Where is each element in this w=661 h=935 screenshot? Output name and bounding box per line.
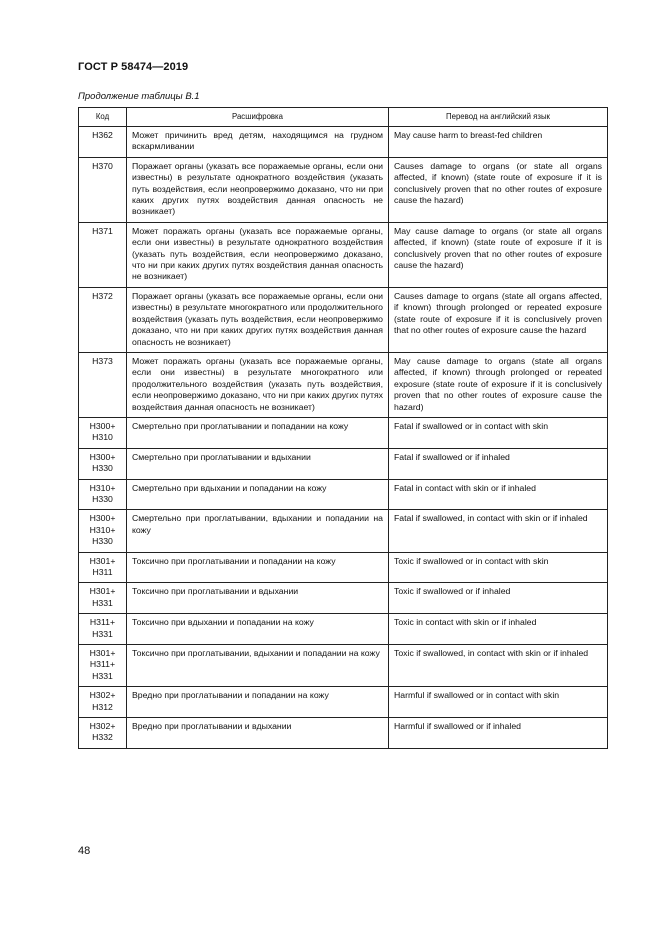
hazard-code-cell bbox=[79, 222, 127, 287]
hazard-code: H373 bbox=[92, 355, 113, 366]
hazard-code: H302+ bbox=[89, 690, 116, 701]
hazard-code-cell bbox=[79, 718, 127, 749]
english-translation: May cause harm to breast-fed children bbox=[389, 127, 608, 158]
table-caption: Продолжение таблицы В.1 bbox=[78, 91, 200, 102]
table-row bbox=[79, 287, 608, 352]
hazard-code: H311+ bbox=[89, 659, 116, 670]
table-header-row bbox=[79, 108, 608, 127]
hazard-code: H310+ bbox=[89, 524, 116, 535]
hazard-code: H311 bbox=[92, 567, 113, 577]
hazard-code-cell bbox=[79, 687, 127, 718]
russian-description: Вредно при проглатывании и попадании на кожу bbox=[127, 687, 389, 718]
hazard-code: H332 bbox=[92, 732, 113, 743]
russian-description: Смертельно при проглатывании и попадании на кожу bbox=[127, 417, 389, 448]
table-row bbox=[79, 583, 608, 614]
column-header-english: Перевод на английский язык bbox=[389, 108, 608, 127]
table-body bbox=[79, 127, 608, 749]
hazard-code-cell bbox=[79, 479, 127, 510]
table-row bbox=[79, 417, 608, 448]
english-translation: Harmful if swallowed or in contact with skin bbox=[389, 687, 608, 718]
table-row bbox=[79, 645, 608, 687]
hazard-code: H330 bbox=[92, 463, 113, 474]
page-number: 48 bbox=[78, 845, 91, 857]
hazard-code: H331 bbox=[92, 628, 113, 639]
hazard-code: H330 bbox=[92, 493, 113, 504]
document-header: ГОСТ Р 58474—2019 bbox=[78, 61, 189, 73]
hazard-code: H362 bbox=[92, 130, 113, 140]
table-row bbox=[79, 614, 608, 645]
english-translation: Causes damage to organs (or state all organs affected, if known) (state route of exposure if it is conclusively proven that no other routes of exposure cause the hazard) bbox=[389, 157, 608, 222]
table-row bbox=[79, 157, 608, 222]
hazard-code-cell bbox=[79, 552, 127, 583]
english-translation: Fatal if swallowed or in contact with skin bbox=[389, 417, 608, 448]
table-row bbox=[79, 510, 608, 552]
russian-description: Смертельно при вдыхании и попадании на кожу bbox=[127, 479, 389, 510]
hazard-code: H300+ bbox=[89, 451, 116, 462]
russian-description: Токсично при вдыхании и попадании на кожу bbox=[127, 614, 389, 645]
column-header-russian: Расшифровка bbox=[127, 108, 389, 127]
hazard-code: H370 bbox=[92, 160, 113, 171]
english-translation: Fatal if swallowed, in contact with skin or if inhaled bbox=[389, 510, 608, 552]
hazard-code: H331 bbox=[92, 670, 113, 681]
english-translation: May cause damage to organs (state all organs affected, if known) through prolonged or repeated exposure (state route of exposure if it is conclusively proven that no other routes of exposure cause the hazard) bbox=[389, 352, 608, 417]
hazard-code: H302+ bbox=[89, 721, 116, 732]
hazard-code: H300+ bbox=[89, 513, 116, 524]
english-translation: Toxic if swallowed, in contact with skin or if inhaled bbox=[389, 645, 608, 687]
table-row bbox=[79, 687, 608, 718]
russian-description: Может поражать органы (указать все поражаемые органы, если они известны) в результате многократного или продолжительного воздействия (указать путь воздействия, если неопровержимо доказано, что ни при каких других путях воздействия данная опасность не возникает) bbox=[127, 352, 389, 417]
russian-description: Поражает органы (указать все поражаемые органы, если они известны) в результате однократного воздействия (указать путь воздействия, если неопровержимо доказано, что ни при каких других путях воздействия данная опасность не возникает) bbox=[127, 157, 389, 222]
table-row bbox=[79, 479, 608, 510]
hazard-code-cell bbox=[79, 583, 127, 614]
hazard-code: H372 bbox=[92, 290, 113, 301]
table-row bbox=[79, 552, 608, 583]
english-translation: Fatal in contact with skin or if inhaled bbox=[389, 479, 608, 510]
table-row bbox=[79, 718, 608, 749]
english-translation: May cause damage to organs (or state all organs affected, if known) (state route of exposure if it is conclusively proven that no other routes of exposure cause the hazard) bbox=[389, 222, 608, 287]
table-row bbox=[79, 352, 608, 417]
hazard-code: H300+ bbox=[89, 420, 116, 431]
hazard-code: H310 bbox=[92, 432, 113, 443]
hazard-code: H330 bbox=[92, 536, 113, 547]
table-row bbox=[79, 448, 608, 479]
hazard-code-cell bbox=[79, 417, 127, 448]
hazard-code-cell bbox=[79, 352, 127, 417]
english-translation: Toxic if swallowed or in contact with skin bbox=[389, 552, 608, 583]
russian-description: Токсично при проглатывании и попадании на кожу bbox=[127, 552, 389, 583]
english-translation: Causes damage to organs (state all organs affected, if known) through prolonged or repeated exposure (state route of exposure if it is conclusively proven that no other routes of exposure cause the hazard bbox=[389, 287, 608, 352]
hazard-code: H331 bbox=[92, 597, 113, 608]
russian-description: Токсично при проглатывании и вдыхании bbox=[127, 583, 389, 614]
hazard-code-cell bbox=[79, 510, 127, 552]
russian-description: Вредно при проглатывании и вдыхании bbox=[127, 718, 389, 749]
hazard-code-cell bbox=[79, 448, 127, 479]
hazard-code: H301+ bbox=[89, 648, 116, 659]
hazard-code: H301+ bbox=[89, 586, 116, 597]
hazard-code: H310+ bbox=[89, 482, 116, 493]
russian-description: Токсично при проглатывании, вдыхании и попадании на кожу bbox=[127, 645, 389, 687]
hazard-code-cell bbox=[79, 157, 127, 222]
hazard-code: H301+ bbox=[89, 555, 116, 566]
russian-description: Смертельно при проглатывании, вдыхании и попадании на кожу bbox=[127, 510, 389, 552]
hazard-code: H312 bbox=[92, 701, 113, 712]
russian-description: Поражает органы (указать все поражаемые органы, если они известны) в результате многократного или продолжительного воздействия (указать путь воздействия, если неопровержимо доказано, что ни при каких других путях воздействия данная опасность не возникает) bbox=[127, 287, 389, 352]
hazard-code: H371 bbox=[92, 225, 113, 236]
hazard-code-cell bbox=[79, 645, 127, 687]
hazard-code: H311+ bbox=[89, 617, 116, 628]
hazard-code-cell bbox=[79, 127, 127, 158]
russian-description: Может причинить вред детям, находящимся на грудном вскармливании bbox=[127, 127, 389, 158]
hazard-code-cell bbox=[79, 287, 127, 352]
english-translation: Harmful if swallowed or if inhaled bbox=[389, 718, 608, 749]
table-row bbox=[79, 222, 608, 287]
table-row bbox=[79, 127, 608, 158]
russian-description: Смертельно при проглатывании и вдыхании bbox=[127, 448, 389, 479]
english-translation: Toxic in contact with skin or if inhaled bbox=[389, 614, 608, 645]
hazard-statements-table bbox=[78, 107, 608, 749]
russian-description: Может поражать органы (указать все поражаемые органы, если они известны) в результате однократного воздействия (указать путь воздействия, если неопровержимо доказано, что ни при каких других путях воздействия данная опасность не возникает) bbox=[127, 222, 389, 287]
column-header-code: Код bbox=[79, 108, 127, 127]
english-translation: Fatal if swallowed or if inhaled bbox=[389, 448, 608, 479]
hazard-code-cell bbox=[79, 614, 127, 645]
english-translation: Toxic if swallowed or if inhaled bbox=[389, 583, 608, 614]
